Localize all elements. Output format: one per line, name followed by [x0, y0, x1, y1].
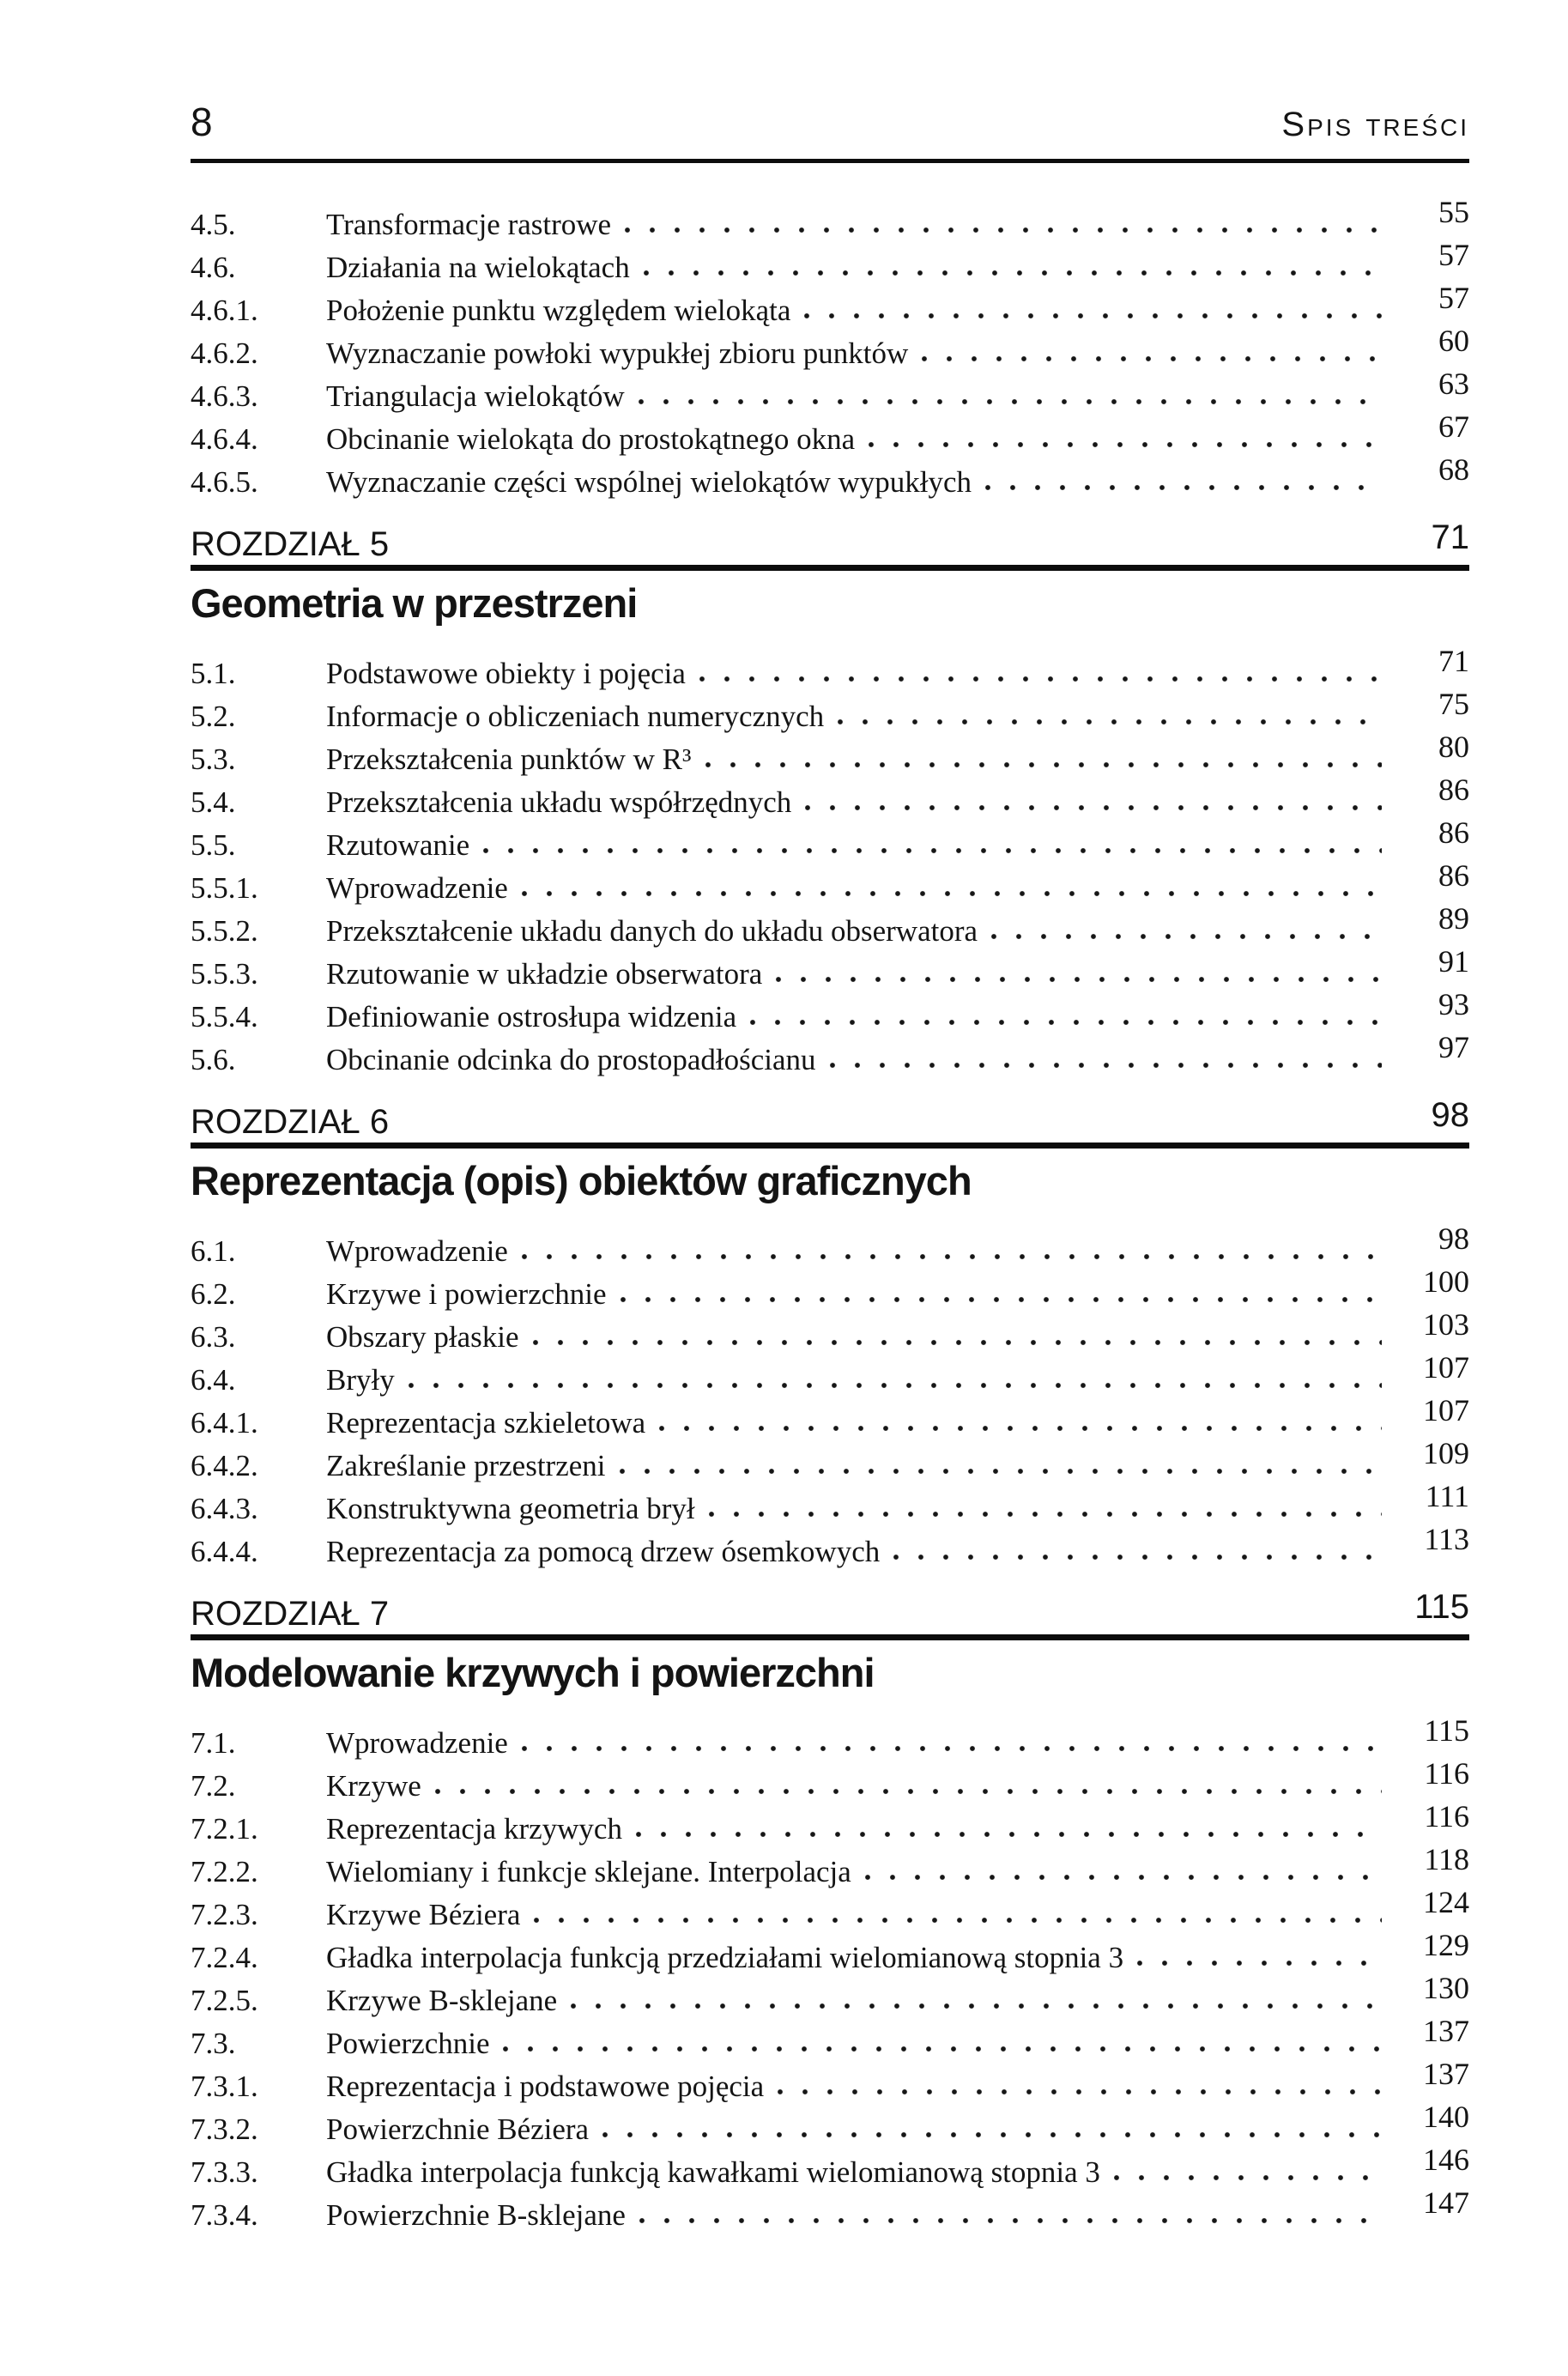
- leader-dots: [1114, 2172, 1382, 2182]
- entry-page-number: 86: [1438, 815, 1469, 850]
- entry-number: 7.3.: [191, 2027, 236, 2060]
- entry-number: 7.2.1.: [191, 1812, 258, 1846]
- entry-number: 7.3.4.: [191, 2198, 258, 2232]
- entry-number: 6.3.: [191, 1320, 236, 1354]
- leader-dots: [534, 1914, 1382, 1924]
- entries-group: [191, 644, 1469, 1081]
- entry-title: Przekształcenie układu danych do układu obserwatora: [326, 914, 978, 948]
- entry-page-number: 63: [1438, 367, 1469, 401]
- toc-header-title: Spis treści: [1281, 106, 1469, 143]
- entry-page-number: 93: [1438, 987, 1469, 1021]
- entry-page-number: 60: [1438, 324, 1469, 358]
- entry-number: 4.6.: [191, 251, 236, 284]
- header-rule: [191, 159, 1469, 163]
- entry-page-number: 71: [1438, 644, 1469, 678]
- leader-dots: [639, 396, 1382, 406]
- entry-page-number: 130: [1423, 1971, 1469, 2005]
- entry-number: 4.5.: [191, 208, 236, 241]
- toc-entry: [191, 1756, 1469, 1807]
- entry-title: Konstruktywna geometria brył: [326, 1492, 695, 1525]
- toc-entry: [191, 238, 1469, 288]
- entry-title: Działania na wielokątach: [326, 251, 630, 284]
- entry-page-number: 89: [1438, 901, 1469, 936]
- entry-page-number: 129: [1423, 1928, 1469, 1962]
- leader-dots: [621, 1294, 1382, 1304]
- leader-dots: [750, 1016, 1382, 1027]
- entry-page-number: 137: [1423, 2014, 1469, 2048]
- entry-page-number: 107: [1423, 1350, 1469, 1385]
- chapter-label: ROZDZIAŁ 5: [191, 525, 390, 563]
- entry-page-number: 147: [1423, 2185, 1469, 2220]
- leader-dots: [483, 845, 1382, 855]
- entry-page-number: 75: [1438, 687, 1469, 721]
- entry-title: Informacje o obliczeniach numerycznych: [326, 700, 825, 733]
- chapter-page-number: 98: [1431, 1096, 1469, 1134]
- toc-entry: [191, 1221, 1469, 1272]
- leader-dots: [644, 267, 1382, 277]
- entry-page-number: 80: [1438, 730, 1469, 764]
- chapter-heading-row: [191, 518, 1469, 563]
- leader-dots: [602, 2129, 1382, 2139]
- entry-title: Podstawowe obiekty i pojęcia: [326, 657, 686, 690]
- entry-title: Powierzchnie Béziera: [326, 2112, 590, 2146]
- toc-entry: [191, 1307, 1469, 1358]
- entry-number: 6.4.3.: [191, 1492, 258, 1525]
- entry-title: Wprowadzenie: [326, 1234, 508, 1268]
- leader-dots: [522, 1743, 1382, 1753]
- entry-title: Wyznaczanie powłoki wypukłej zbioru punktów: [326, 336, 909, 370]
- toc-entry: [191, 2057, 1469, 2107]
- chapter-rule: [191, 565, 1469, 571]
- toc-entry: [191, 281, 1469, 331]
- entry-title: Zakreślanie przestrzeni: [326, 1449, 606, 1482]
- entry-page-number: 118: [1424, 1842, 1469, 1876]
- entry-number: 7.2.4.: [191, 1941, 258, 1974]
- entry-page-number: 115: [1424, 1713, 1469, 1748]
- entry-number: 7.2.3.: [191, 1898, 258, 1931]
- entry-title: Powierzchnie: [326, 2027, 490, 2060]
- chapter-block: [191, 1096, 1469, 1203]
- chapter-label: ROZDZIAŁ 6: [191, 1103, 390, 1141]
- chapter-rule: [191, 1634, 1469, 1640]
- entry-number: 5.5.: [191, 828, 236, 862]
- toc-entry: [191, 367, 1469, 417]
- chapter-page-number: 71: [1431, 518, 1469, 556]
- entry-page-number: 86: [1438, 773, 1469, 807]
- toc-entry: [191, 452, 1469, 503]
- entry-title: Krzywe i powierzchnie: [326, 1277, 607, 1311]
- chapter-title: Modelowanie krzywych i powierzchni: [191, 1650, 875, 1695]
- entry-page-number: 124: [1423, 1885, 1469, 1919]
- leader-dots: [805, 802, 1382, 812]
- entry-title: Wyznaczanie części wspólnej wielokątów wypukłych: [326, 465, 972, 499]
- entry-title: Reprezentacja krzywych: [326, 1812, 622, 1846]
- entry-number: 4.6.4.: [191, 422, 258, 456]
- entry-number: 5.3.: [191, 742, 236, 776]
- leader-dots: [869, 439, 1382, 449]
- entry-title: Przekształcenia punktów w R³: [326, 742, 692, 776]
- toc-entry: [191, 2143, 1469, 2193]
- entry-number: 4.6.2.: [191, 336, 258, 370]
- entry-number: 5.5.1.: [191, 871, 258, 905]
- toc-entry: [191, 1713, 1469, 1764]
- toc-entry: [191, 644, 1469, 694]
- entry-page-number: 57: [1438, 238, 1469, 272]
- entry-page-number: 103: [1423, 1307, 1469, 1342]
- entry-number: 7.3.3.: [191, 2155, 258, 2189]
- entry-number: 5.5.3.: [191, 957, 258, 991]
- toc-entry: [191, 1479, 1469, 1530]
- toc-entry: [191, 1885, 1469, 1936]
- entry-page-number: 111: [1425, 1479, 1469, 1513]
- leader-dots: [705, 759, 1382, 769]
- leader-dots: [639, 2215, 1382, 2225]
- toc-entry: [191, 1971, 1469, 2021]
- entry-number: 7.3.1.: [191, 2070, 258, 2103]
- entry-number: 6.4.1.: [191, 1406, 258, 1440]
- entry-title: Bryły: [326, 1363, 395, 1397]
- toc-entry: [191, 1522, 1469, 1573]
- entry-number: 7.2.: [191, 1769, 236, 1803]
- toc-entry: [191, 2100, 1469, 2150]
- toc-entry: [191, 1350, 1469, 1401]
- entry-number: 6.4.: [191, 1363, 236, 1397]
- toc-entry: [191, 2014, 1469, 2064]
- entry-title: Wprowadzenie: [326, 871, 508, 905]
- entry-title: Krzywe Béziera: [326, 1898, 521, 1931]
- leader-dots: [804, 310, 1382, 320]
- entry-page-number: 67: [1438, 409, 1469, 444]
- toc-entry: [191, 324, 1469, 374]
- leader-dots: [409, 1379, 1382, 1390]
- chapter-title: Reprezentacja (opis) obiektów graficznych: [191, 1158, 972, 1203]
- leader-dots: [776, 973, 1382, 984]
- entry-title: Obcinanie wielokąta do prostokątnego okna: [326, 422, 856, 456]
- entries-group: [191, 1713, 1469, 2236]
- entry-page-number: 68: [1438, 452, 1469, 487]
- entry-page-number: 100: [1423, 1264, 1469, 1299]
- entry-title: Gładka interpolacja funkcją przedziałami wielomianową stopnia 3: [326, 1941, 1124, 1974]
- entry-number: 5.5.2.: [191, 914, 258, 948]
- entry-title: Krzywe B-sklejane: [326, 1984, 558, 2017]
- entries-group: [191, 1221, 1469, 1573]
- toc-entry: [191, 1842, 1469, 1893]
- entry-title: Transformacje rastrowe: [326, 208, 612, 241]
- entry-number: 7.2.5.: [191, 1984, 258, 2017]
- leader-dots: [922, 353, 1382, 363]
- entry-page-number: 137: [1423, 2057, 1469, 2091]
- toc-entry: [191, 2185, 1469, 2236]
- entry-page-number: 57: [1438, 281, 1469, 315]
- toc-entry: [191, 773, 1469, 823]
- entry-page-number: 109: [1423, 1436, 1469, 1470]
- entry-page-number: 146: [1423, 2143, 1469, 2177]
- page-number: 8: [191, 100, 213, 144]
- chapter-heading-row: [191, 1096, 1469, 1141]
- chapter-label: ROZDZIAŁ 7: [191, 1595, 390, 1633]
- entry-page-number: 107: [1423, 1393, 1469, 1427]
- entry-title: Reprezentacja szkieletowa: [326, 1406, 646, 1440]
- toc-entry: [191, 1264, 1469, 1315]
- entry-page-number: 97: [1438, 1030, 1469, 1064]
- entry-title: Przekształcenia układu współrzędnych: [326, 785, 792, 819]
- entry-number: 5.5.4.: [191, 1000, 258, 1033]
- entry-number: 7.1.: [191, 1726, 236, 1760]
- toc-entry: [191, 730, 1469, 780]
- entry-number: 6.1.: [191, 1234, 236, 1268]
- toc-entry: [191, 195, 1469, 245]
- toc-entry: [191, 944, 1469, 995]
- entry-title: Wielomiany i funkcje sklejane. Interpolacja: [326, 1855, 851, 1888]
- leader-dots: [991, 930, 1382, 941]
- entry-page-number: 113: [1424, 1522, 1469, 1556]
- entry-number: 4.6.1.: [191, 294, 258, 327]
- toc-entry: [191, 901, 1469, 952]
- leader-dots: [709, 1508, 1382, 1518]
- chapter-rule: [191, 1143, 1469, 1149]
- toc-entry: [191, 987, 1469, 1038]
- entry-title: Obszary płaskie: [326, 1320, 519, 1354]
- leader-dots: [620, 1465, 1382, 1476]
- entry-number: 5.1.: [191, 657, 236, 690]
- leader-dots: [778, 2086, 1382, 2096]
- toc-entry: [191, 1030, 1469, 1081]
- entry-title: Definiowanie ostrosłupa widzenia: [326, 1000, 737, 1033]
- leader-dots: [865, 1871, 1382, 1882]
- leader-dots: [522, 888, 1382, 898]
- toc-entry: [191, 1393, 1469, 1444]
- toc-entry: [191, 1928, 1469, 1979]
- leader-dots: [533, 1336, 1382, 1347]
- entry-page-number: 98: [1438, 1221, 1469, 1256]
- toc-entry: [191, 1799, 1469, 1850]
- leader-dots: [435, 1785, 1382, 1796]
- entry-page-number: 140: [1423, 2100, 1469, 2134]
- entry-title: Rzutowanie w układzie obserwatora: [326, 957, 763, 991]
- entry-title: Rzutowanie: [326, 828, 470, 862]
- leader-dots: [1137, 1957, 1382, 1967]
- entry-title: Krzywe: [326, 1769, 421, 1803]
- entry-page-number: 116: [1424, 1756, 1469, 1791]
- leader-dots: [838, 716, 1382, 726]
- leader-dots: [571, 2000, 1382, 2010]
- page-header: [191, 0, 1469, 145]
- toc-entry: [191, 409, 1469, 460]
- entry-number: 4.6.5.: [191, 465, 258, 499]
- entry-title: Położenie punktu względem wielokąta: [326, 294, 791, 327]
- leader-dots: [503, 2043, 1382, 2053]
- entry-title: Reprezentacja i podstawowe pojęcia: [326, 2070, 765, 2103]
- leader-dots: [522, 1251, 1382, 1261]
- entry-number: 6.4.2.: [191, 1449, 258, 1482]
- leader-dots: [636, 1828, 1382, 1839]
- entry-title: Triangulacja wielokątów: [326, 379, 625, 413]
- toc-entry: [191, 1436, 1469, 1487]
- entry-title: Gładka interpolacja funkcją kawałkami wielomianową stopnia 3: [326, 2155, 1100, 2189]
- table-of-contents: [191, 195, 1469, 2236]
- leader-dots: [625, 224, 1382, 234]
- leader-dots: [985, 482, 1382, 492]
- chapter-title: Geometria w przestrzeni: [191, 580, 638, 626]
- entry-number: 6.2.: [191, 1277, 236, 1311]
- entry-number: 7.2.2.: [191, 1855, 258, 1888]
- entry-page-number: 91: [1438, 944, 1469, 979]
- entries-group: [191, 195, 1469, 503]
- entry-page-number: 116: [1424, 1799, 1469, 1834]
- entry-number: 6.4.4.: [191, 1535, 258, 1568]
- leader-dots: [659, 1422, 1382, 1433]
- entry-number: 5.4.: [191, 785, 236, 819]
- leader-dots: [893, 1551, 1382, 1561]
- entry-title: Obcinanie odcinka do prostopadłościanu: [326, 1043, 816, 1076]
- entry-title: Reprezentacja za pomocą drzew ósemkowych: [326, 1535, 881, 1568]
- entry-title: Powierzchnie B-sklejane: [326, 2198, 626, 2232]
- entry-number: 5.2.: [191, 700, 236, 733]
- leader-dots: [830, 1059, 1382, 1070]
- toc-entry: [191, 815, 1469, 866]
- entry-title: Wprowadzenie: [326, 1726, 508, 1760]
- entry-number: 5.6.: [191, 1043, 236, 1076]
- entry-page-number: 86: [1438, 858, 1469, 893]
- chapter-block: [191, 1588, 1469, 1695]
- entry-number: 4.6.3.: [191, 379, 258, 413]
- chapter-page-number: 115: [1414, 1588, 1469, 1626]
- entry-page-number: 55: [1438, 195, 1469, 229]
- leader-dots: [699, 673, 1382, 683]
- toc-entry: [191, 687, 1469, 737]
- toc-entry: [191, 858, 1469, 909]
- chapter-heading-row: [191, 1588, 1469, 1633]
- entry-number: 7.3.2.: [191, 2112, 258, 2146]
- chapter-block: [191, 518, 1469, 626]
